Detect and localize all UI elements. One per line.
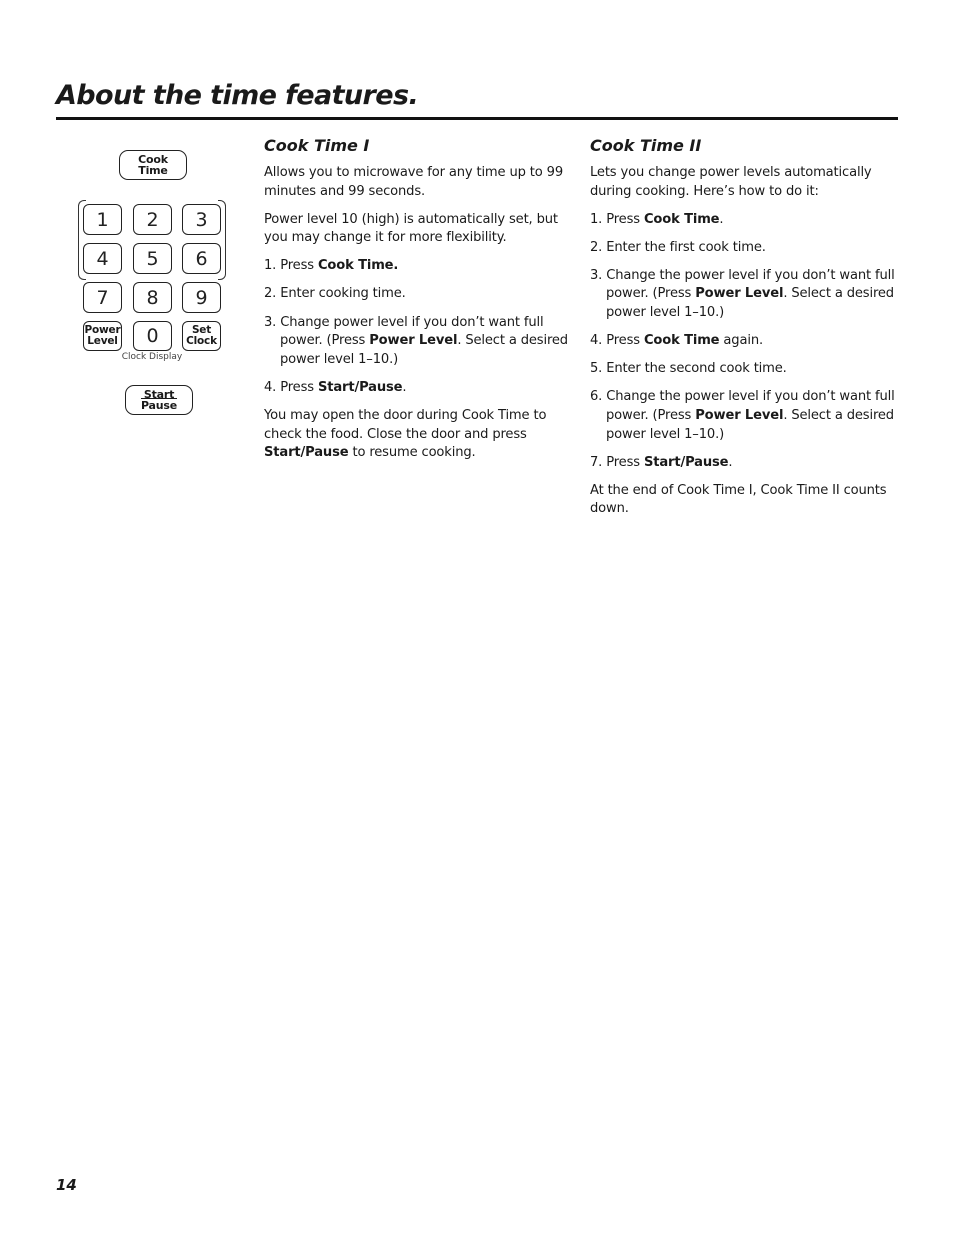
clock-display-label: Clock Display bbox=[121, 352, 183, 362]
step-text-after: . bbox=[402, 379, 407, 395]
digit-label: 4 bbox=[96, 247, 109, 270]
digit-8-key bbox=[133, 282, 172, 313]
closing-text: You may open the door during Cook Time to check the food. Close the door and press bbox=[264, 407, 547, 442]
digit-2-key bbox=[133, 204, 172, 235]
digit-label: 2 bbox=[146, 208, 159, 231]
step-text-after: . Select a desired power level 1–10.) bbox=[280, 333, 568, 367]
digit-label: 1 bbox=[96, 208, 109, 231]
step-number: 2. bbox=[264, 286, 277, 302]
page-number: 14 bbox=[56, 1176, 77, 1194]
step-key-name: Start/Pause bbox=[643, 454, 729, 470]
step-text: Press bbox=[606, 211, 644, 227]
step-text: Enter cooking time. bbox=[280, 286, 406, 302]
digit-label: 0 bbox=[146, 325, 159, 347]
cook-time-1-section bbox=[264, 136, 574, 472]
cook-time-key bbox=[119, 150, 187, 180]
key-label-line1: Set bbox=[191, 324, 212, 336]
step-text-after: . Select a desired power level 1–10.) bbox=[606, 286, 894, 321]
key-label-line1: Cook bbox=[138, 152, 168, 166]
step-key-name: Start/Pause bbox=[317, 379, 403, 395]
key-label-line1: Power bbox=[84, 324, 121, 336]
step-number: 7. bbox=[590, 454, 603, 470]
digit-1-key bbox=[83, 204, 122, 235]
step-text-after: . bbox=[719, 211, 724, 227]
closing-paragraph: At the end of Cook Time I, Cook Time II counts down. bbox=[590, 482, 887, 517]
digit-label: 3 bbox=[195, 208, 208, 231]
step-number: 5. bbox=[590, 361, 603, 377]
digit-3-key bbox=[182, 204, 221, 235]
step-2 bbox=[264, 285, 574, 304]
step-text-after: . Select a desired power level 1–10.) bbox=[606, 407, 894, 442]
closing-paragraph bbox=[264, 407, 574, 463]
step-5 bbox=[590, 360, 898, 379]
page-title: About the time features. bbox=[56, 80, 419, 111]
step-4 bbox=[264, 379, 574, 398]
step-text-after: . bbox=[728, 454, 733, 470]
keypad-illustration bbox=[76, 148, 236, 428]
step-text: Press bbox=[606, 333, 644, 349]
step-key-name: Cook Time. bbox=[317, 258, 399, 274]
step-text: Change the power level if you don’t want full power. (Press bbox=[606, 389, 895, 423]
step-number: 1. bbox=[590, 211, 603, 227]
power-note: Power level 10 (high) is automatically set, but you may change it for more flexibility. bbox=[264, 211, 558, 246]
section-heading: Cook Time I bbox=[264, 136, 370, 155]
key-label-line2: Clock bbox=[186, 335, 217, 347]
title-divider bbox=[56, 117, 898, 120]
step-text: Press bbox=[280, 258, 318, 274]
step-text-after: again. bbox=[719, 333, 763, 349]
set-clock-key bbox=[182, 321, 221, 351]
digit-7-key bbox=[83, 282, 122, 313]
digit-6-key bbox=[182, 243, 221, 274]
step-key-name: Power Level bbox=[695, 286, 784, 302]
step-number: 3. bbox=[590, 267, 603, 283]
step-3 bbox=[590, 267, 898, 323]
intro-paragraph: Allows you to microwave for any time up to 99 minutes and 99 seconds. bbox=[264, 165, 563, 199]
step-text: Enter the second cook time. bbox=[606, 361, 787, 377]
step-1 bbox=[590, 211, 898, 230]
power-level-key bbox=[83, 321, 122, 351]
digit-label: 6 bbox=[195, 247, 208, 270]
step-text: Change the power level if you don’t want full power. (Press bbox=[606, 267, 895, 302]
step-key-name: Cook Time bbox=[643, 211, 720, 227]
digit-5-key bbox=[133, 243, 172, 274]
key-label-line2: Time bbox=[138, 164, 168, 177]
step-number: 3. bbox=[264, 314, 277, 330]
digit-label: 8 bbox=[146, 286, 159, 309]
step-key-name: Cook Time bbox=[643, 333, 720, 349]
step-text: Change power level if you don’t want full power. (Press bbox=[280, 314, 544, 349]
start-pause-key bbox=[125, 385, 193, 415]
key-label-line2: Level bbox=[87, 335, 118, 347]
step-key-name: Power Level bbox=[695, 407, 784, 423]
closing-key-name: Start/Pause bbox=[264, 445, 349, 461]
step-number: 4. bbox=[264, 379, 277, 395]
step-2 bbox=[590, 239, 898, 258]
intro-paragraph: Lets you change power levels automatically during cooking. Here’s how to do it: bbox=[590, 165, 872, 199]
step-number: 6. bbox=[590, 389, 603, 405]
closing-text-after: to resume cooking. bbox=[348, 445, 476, 461]
step-text: Enter the first cook time. bbox=[606, 239, 766, 255]
section-heading: Cook Time II bbox=[590, 136, 702, 155]
step-number: 1. bbox=[264, 258, 277, 274]
key-label-line2: Pause bbox=[140, 399, 178, 412]
step-3 bbox=[264, 314, 574, 370]
step-key-name: Power Level bbox=[369, 333, 458, 349]
digit-label: 5 bbox=[146, 247, 159, 270]
step-1 bbox=[264, 257, 574, 276]
step-7 bbox=[590, 454, 898, 473]
key-label-line1: Start bbox=[143, 387, 175, 401]
step-6 bbox=[590, 388, 898, 444]
digit-0-key bbox=[133, 321, 172, 351]
step-number: 2. bbox=[590, 239, 603, 255]
digit-label: 7 bbox=[96, 286, 109, 309]
step-4 bbox=[590, 332, 898, 351]
digit-4-key bbox=[83, 243, 122, 274]
cook-time-2-section bbox=[590, 136, 898, 528]
digit-label: 9 bbox=[195, 286, 208, 309]
step-text: Press bbox=[280, 379, 318, 395]
step-text: Press bbox=[606, 454, 644, 470]
step-number: 4. bbox=[590, 333, 603, 349]
digit-9-key bbox=[182, 282, 221, 313]
